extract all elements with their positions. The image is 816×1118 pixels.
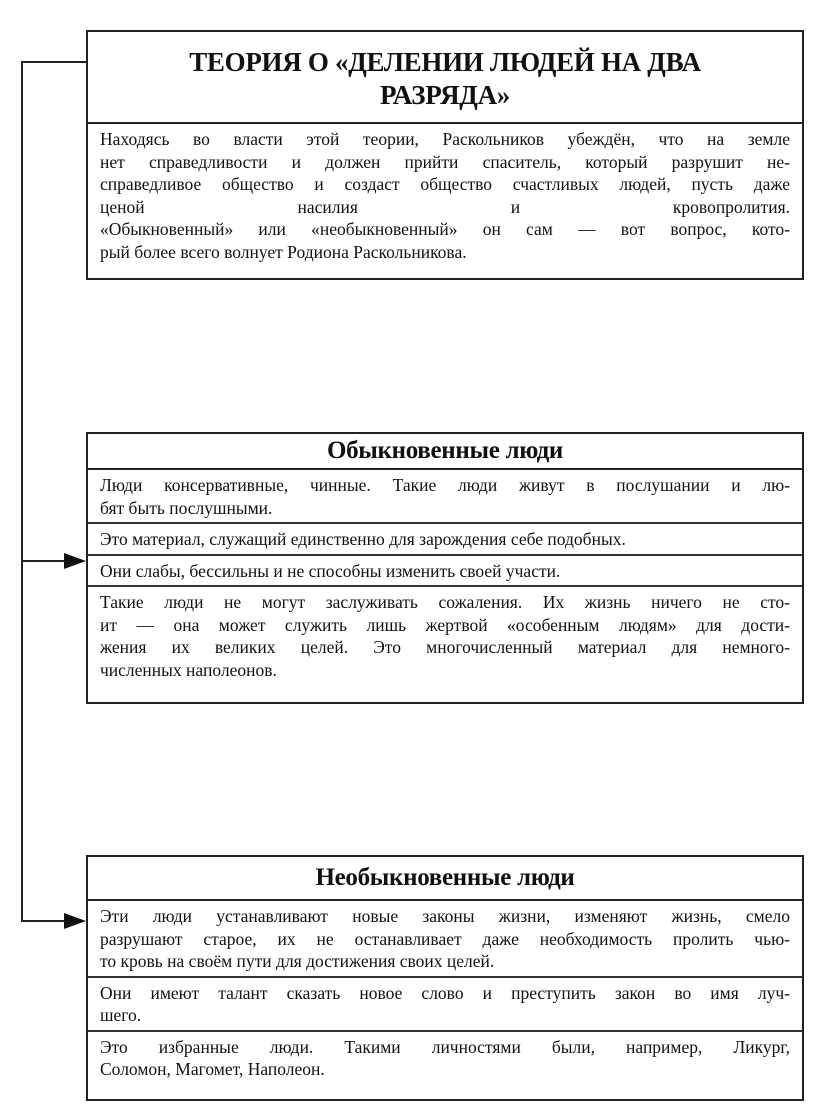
connector-vertical [21,61,23,922]
text-line: Эти люди устанавливают новые законы жизни, изменяют жизнь, смело [100,906,790,926]
arrow-to-ordinary-icon [64,553,86,569]
connector-top [22,61,86,63]
text-line: Они слабы, бессильны и не способны изменить своей участи. [100,560,561,581]
extraordinary-people-box [86,855,804,1101]
theory-row [88,124,802,266]
title-line: Обыкновенные люди [326,437,564,464]
text-line: рый более всего волнует Родиона Раскольникова. [100,241,467,262]
ordinary-row [88,556,802,588]
arrow-to-extraordinary-icon [64,913,86,929]
ordinary-people-title [88,434,802,470]
title-line: Необыкновенные люди [315,864,575,891]
theory-box [86,30,804,280]
extraordinary-people-title [88,857,802,901]
title-line: ТЕОРИЯ О «ДЕЛЕНИИ ЛЮДЕЙ НА ДВА [189,47,701,77]
text-line: разрушают старое, их не останавливает даже необходимость пролить чью- [100,928,790,949]
text-line: Это материал, служащий единственно для зарождения себе подобных. [100,529,626,549]
title-line: РАЗРЯДА» [380,80,510,110]
text-line: «Обыкновенный» или «необыкновенный» он сам — вот вопрос, кото- [100,219,790,239]
text-line: Они имеют талант сказать новое слово и преступить закон во имя луч- [100,982,790,1003]
text-line: то кровь на своём пути для достижения своих целей. [100,951,495,971]
text-line: Такие люди не могут заслуживать сожаления. Их жизнь ничего не сто- [100,592,790,612]
text-line: нет справедливости и должен прийти спаситель, который разрушит не- [100,151,790,172]
text-line: Соломон, Магомет, Наполеон. [100,1059,325,1079]
text-line: справедливое общество и создаст общество счастливых людей, пусть даже [100,174,790,194]
text-line: Люди консервативные, чинные. Такие люди живут в послушании и лю- [100,475,790,495]
theory-title [88,32,802,124]
text-line: Это избранные люди. Такими личностями были, например, Ликург, [100,1036,790,1057]
ordinary-row [88,587,802,684]
text-line: ит — она может служить лишь жертвой «особенным людям» для дости- [100,614,790,635]
extraordinary-row [88,901,802,978]
text-line: Находясь во власти этой теории, Раскольников убеждён, что на земле [100,129,790,149]
text-line: численных наполеонов. [100,659,277,680]
ordinary-row [88,470,802,524]
extraordinary-row [88,978,802,1032]
connector-to-ordinary [22,560,66,562]
ordinary-people-box [86,432,804,704]
text-line: ценой насилия и кровопролития. [100,196,790,217]
text-line: жения их великих целей. Это многочисленный материал для немного- [100,637,790,657]
connector-to-extraordinary [22,920,66,922]
ordinary-row [88,524,802,556]
text-line: бят быть послушными. [100,497,273,518]
extraordinary-row [88,1032,802,1084]
text-line: шего. [100,1005,142,1025]
